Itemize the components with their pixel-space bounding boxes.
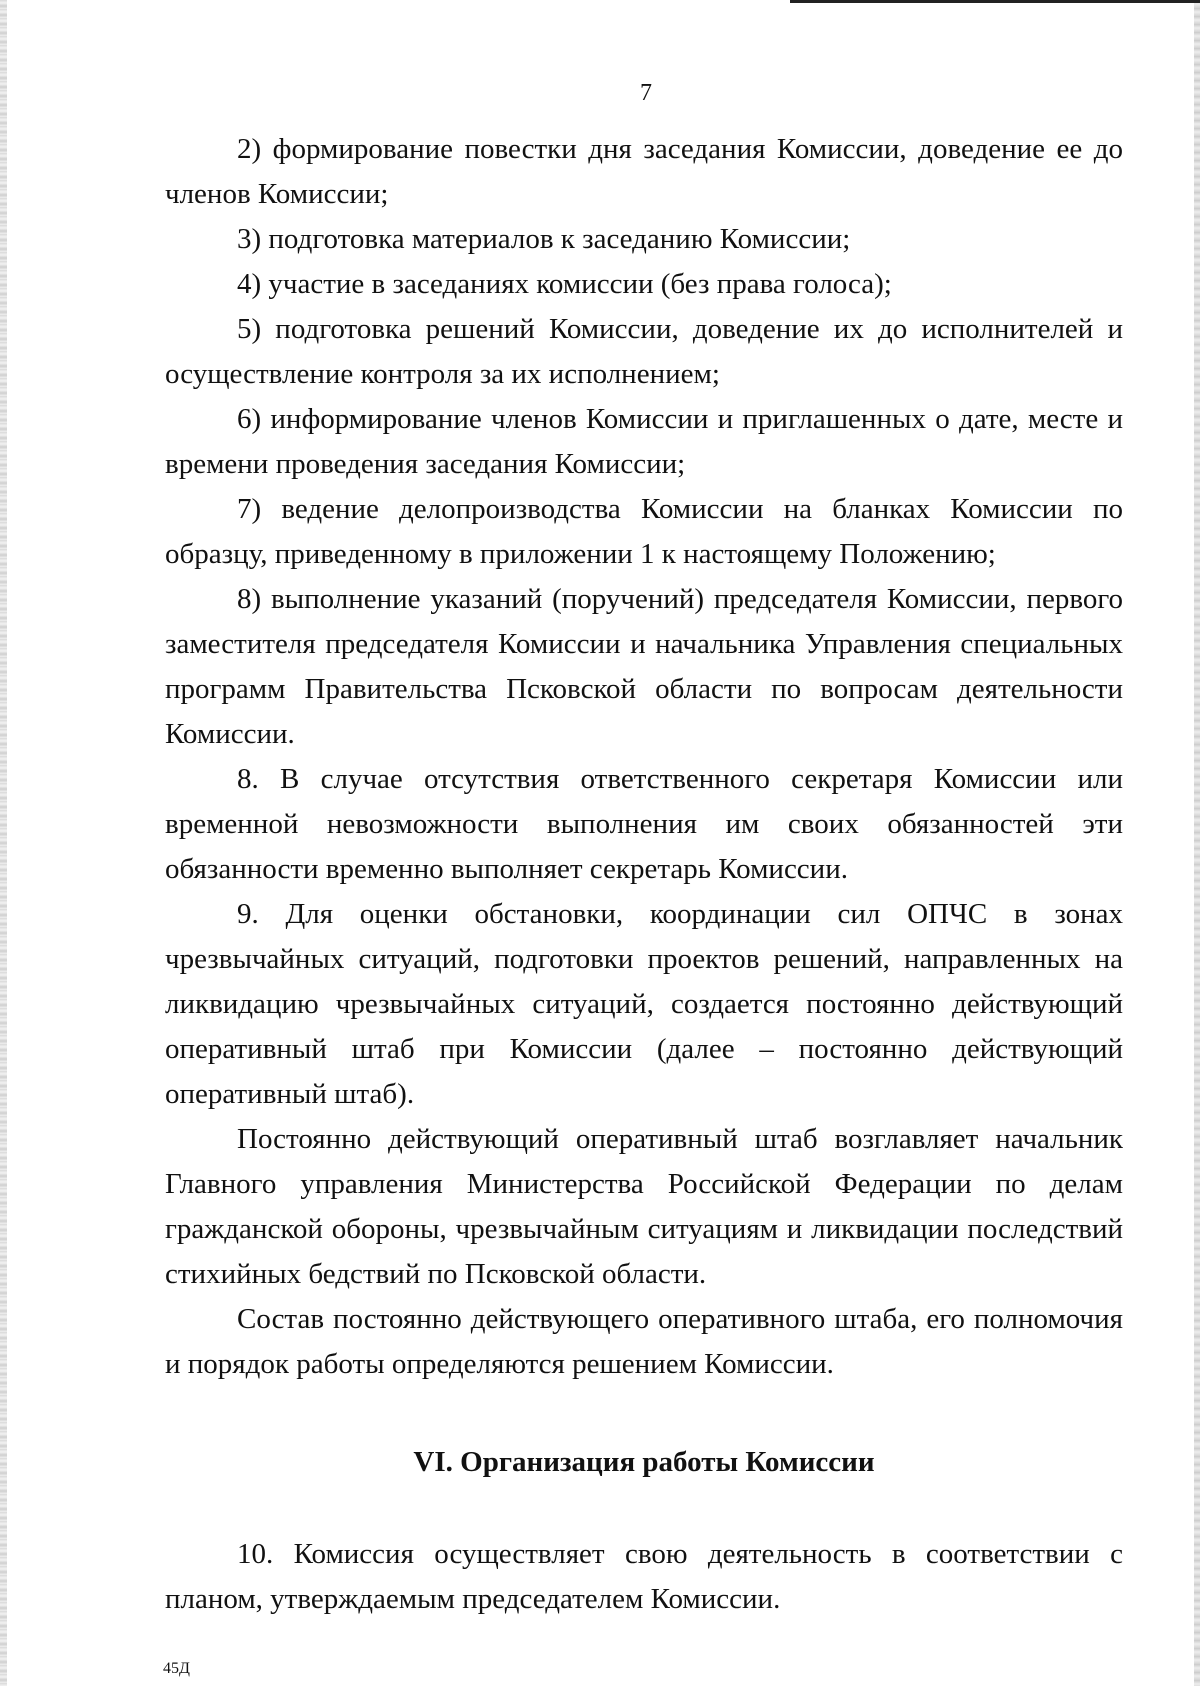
scan-right-edge: [1194, 0, 1200, 1686]
paragraph-headquarters-composition: Состав постоянно действующего оперативного штаба, его полномочия и порядок работы определяются решением Комиссии.: [165, 1303, 1123, 1380]
page-number: 7: [640, 80, 652, 106]
paragraph-item-8: 8) выполнение указаний (поручений) председателя Комиссии, первого заместителя председателя Комиссии и начальника Управления специальных программ Правительства Псковской области по вопросам деятельности Комиссии.: [165, 583, 1123, 750]
paragraph-item-3: 3) подготовка материалов к заседанию Комиссии;: [237, 223, 851, 255]
paragraph-clause-8: 8. В случае отсутствия ответственного секретаря Комиссии или временной невозможности выполнения им своих обязанностей эти обязанности временно выполняет секретарь Комиссии.: [165, 763, 1123, 885]
paragraph-item-5: 5) подготовка решений Комиссии, доведение их до исполнителей и осуществление контроля за их исполнением;: [165, 313, 1123, 390]
paragraph-item-2: 2) формирование повестки дня заседания Комиссии, доведение ее до членов Комиссии;: [165, 133, 1123, 210]
footer-code: 45Д: [163, 1660, 190, 1677]
paragraph-item-6: 6) информирование членов Комиссии и приглашенных о дате, месте и времени проведения заседания Комиссии;: [165, 403, 1123, 480]
document-body: [165, 127, 1123, 1622]
paragraph-clause-9: 9. Для оценки обстановки, координации сил ОПЧС в зонах чрезвычайных ситуаций, подготовки проектов решений, направленных на ликвидацию чрезвычайных ситуаций, создается постоянно действующий оперативный штаб при Комиссии (далее – постоянно действующий оперативный штаб).: [165, 898, 1123, 1110]
section-heading: VI. Организация работы Комиссии: [413, 1446, 875, 1478]
paragraph-item-4: 4) участие в заседаниях комиссии (без права голоса);: [237, 268, 892, 300]
scan-left-edge: [0, 0, 7, 1686]
scan-top-rule: [790, 0, 1200, 3]
paragraph-item-7: 7) ведение делопроизводства Комиссии на бланках Комиссии по образцу, приведенному в приложении 1 к настоящему Положению;: [165, 493, 1123, 570]
paragraph-clause-10: 10. Комиссия осуществляет свою деятельность в соответствии с планом, утверждаемым председателем Комиссии.: [165, 1538, 1123, 1615]
paragraph-headquarters-head: Постоянно действующий оперативный штаб возглавляет начальник Главного управления Министерства Российской Федерации по делам гражданской обороны, чрезвычайным ситуациям и ликвидации последствий стихийных бедствий по Псковской области.: [165, 1123, 1123, 1290]
